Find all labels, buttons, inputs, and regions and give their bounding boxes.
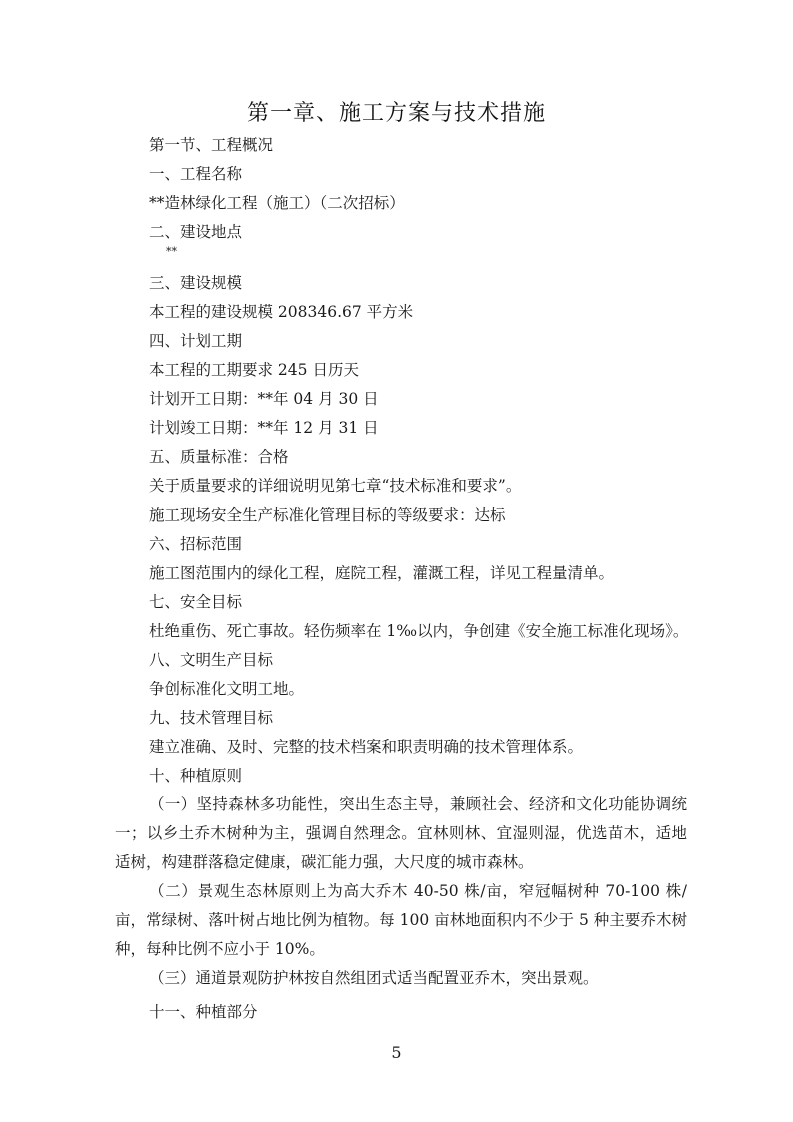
bid-scope-text: 施工图范围内的绿化工程，庭院工程，灌溉工程，详见工程量清单。 — [149, 564, 615, 582]
heading-scale: 三、建设规模 — [149, 274, 243, 292]
heading-civilized-production: 八、文明生产目标 — [149, 651, 274, 669]
heading-bid-scope: 六、招标范围 — [149, 535, 243, 553]
heading-planting-section: 十一、种植部分 — [149, 1003, 258, 1021]
heading-safety-target: 七、安全目标 — [149, 593, 243, 611]
principle-paragraph-2: （二）景观生态林原则上为高大乔木 40-50 株/亩，窄冠幅树种 70-100 株/亩，常绿树、落叶树占地比例为植物。每 100 亩林地面积内不少于 5 种主要乔木树种，每种比例不应小于 10%。 — [115, 882, 687, 958]
schedule-start-date: 计划开工日期：**年 04 月 30 日 — [149, 390, 379, 408]
chapter-title: 第一章、施工方案与技术措施 — [246, 101, 546, 126]
heading-schedule: 四、计划工期 — [149, 332, 243, 350]
schedule-duration: 本工程的工期要求 245 日历天 — [149, 361, 359, 379]
project-name-text: **造林绿化工程（施工）（二次招标） — [149, 194, 405, 212]
heading-project-name: 一、工程名称 — [149, 165, 243, 183]
location-text: ** — [166, 245, 177, 258]
safety-level-requirement: 施工现场安全生产标准化管理目标的等级要求：达标 — [149, 506, 506, 524]
section-title: 第一节、工程概况 — [149, 136, 274, 154]
planting-principles — [115, 790, 687, 993]
quality-detail: 关于质量要求的详细说明见第七章“技术标准和要求”。 — [149, 477, 522, 495]
safety-target-text: 杜绝重伤、死亡事故。轻伤频率在 1‰以内，争创建《安全施工标准化现场》。 — [149, 622, 689, 640]
principle-paragraph-1: （一）坚持森林多功能性，突出生态主导，兼顾社会、经济和文化功能协调统一；以乡土乔木树种为主，强调自然理念。宜林则林、宜湿则湿，优选苗木，适地适树，构建群落稳定健康，碳汇能力强，大尺度的城市森林。 — [115, 795, 687, 871]
schedule-end-date: 计划竣工日期：**年 12 月 31 日 — [149, 419, 379, 437]
page-number: 5 — [391, 1043, 402, 1062]
heading-tech-management: 九、技术管理目标 — [149, 709, 274, 727]
heading-planting-principles: 十、种植原则 — [149, 767, 243, 785]
tech-management-text: 建立准确、及时、完整的技术档案和职责明确的技术管理体系。 — [149, 738, 584, 756]
principle-paragraph-3: （三）通道景观防护林按自然组团式适当配置亚乔木，突出景观。 — [149, 969, 599, 987]
heading-location: 二、建设地点 — [149, 223, 243, 241]
heading-quality: 五、质量标准：合格 — [149, 448, 289, 466]
scale-text: 本工程的建设规模 208346.67 平方米 — [149, 303, 414, 321]
civilized-production-text: 争创标准化文明工地。 — [149, 680, 305, 698]
